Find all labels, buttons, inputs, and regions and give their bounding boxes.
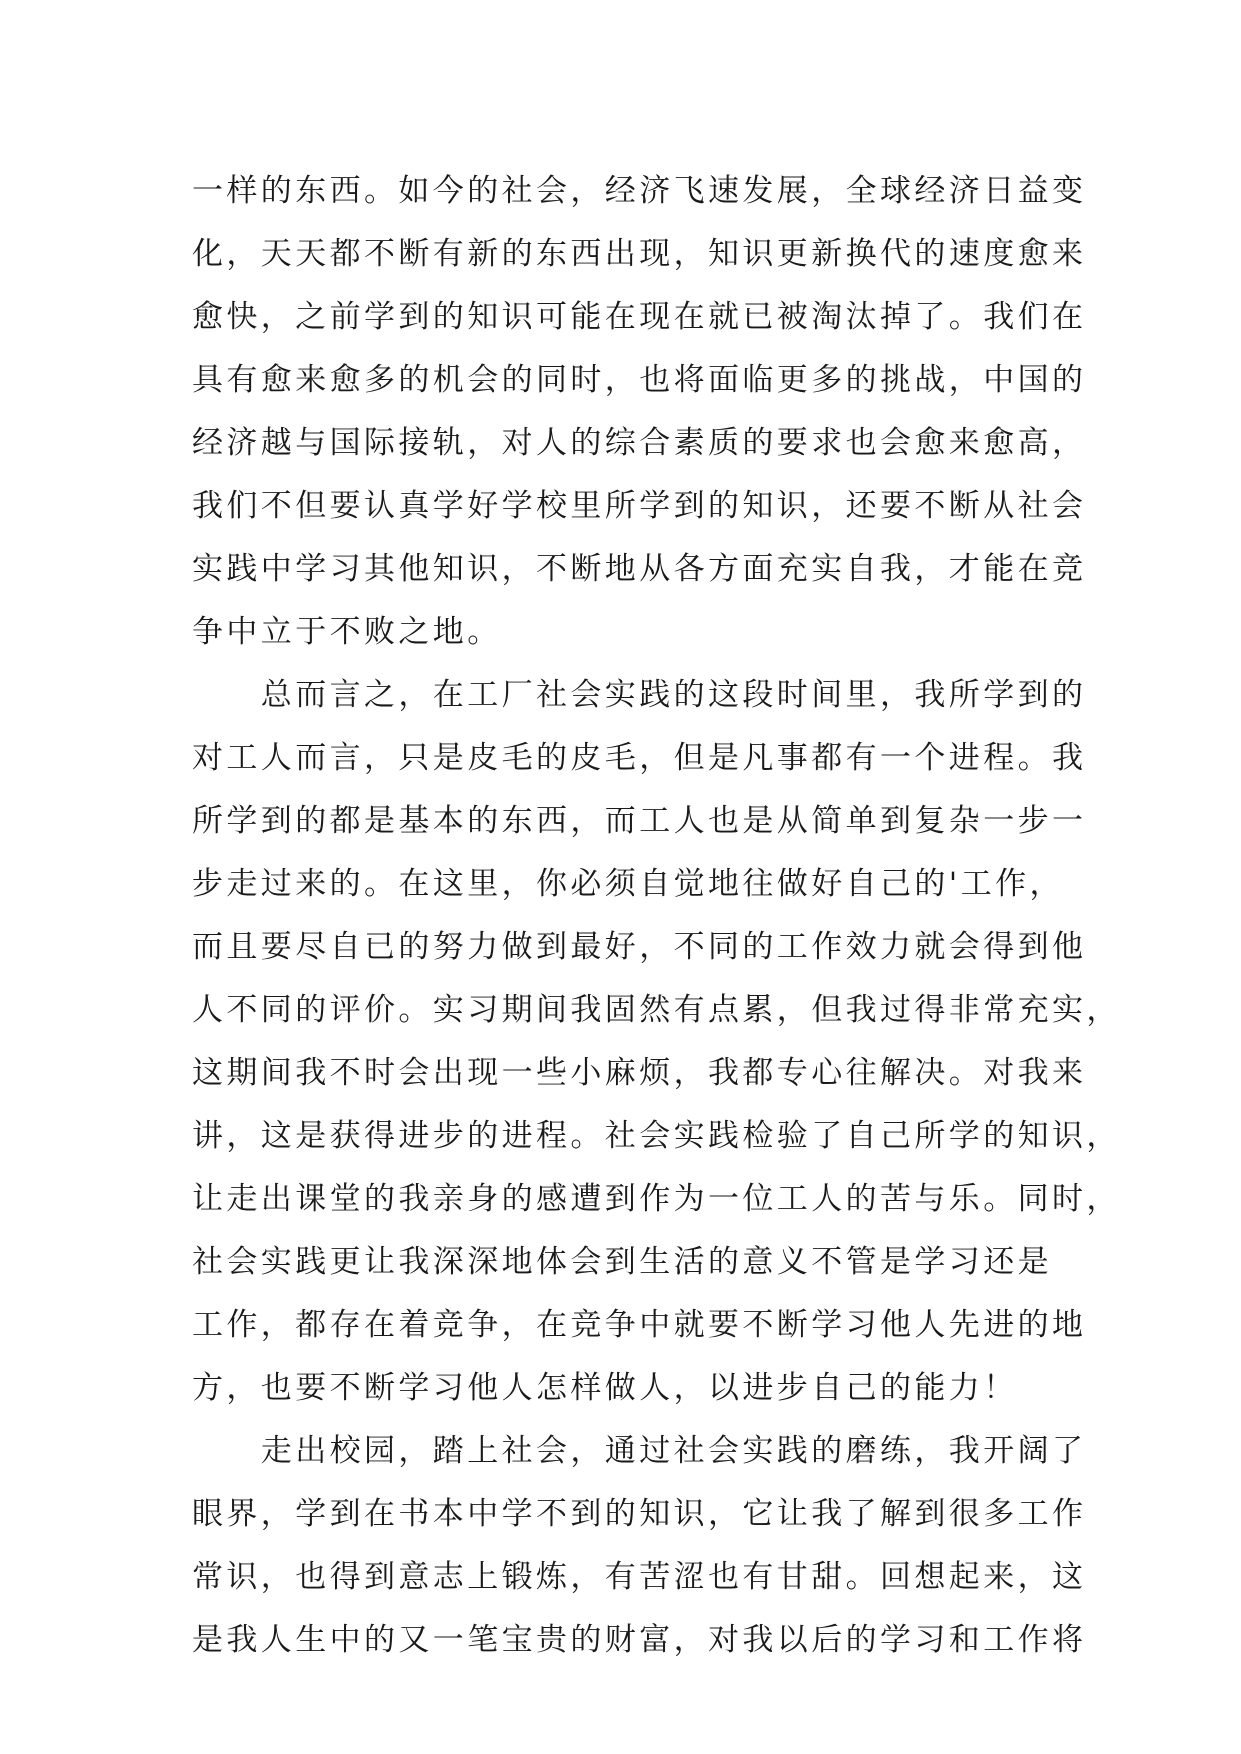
text-line: 实践中学习其他知识，不断地从各方面充实自我，才能在竞	[192, 551, 1087, 587]
text-line: 愈快，之前学到的知识可能在现在就已被淘汰掉了。我们在	[192, 299, 1087, 335]
text-line: 具有愈来愈多的机会的同时，也将面临更多的挑战，中国的	[192, 362, 1087, 398]
text-line: 步走过来的。在这里，你必须自觉地往做好自己的'工作，	[192, 866, 1064, 902]
body-text	[192, 160, 1121, 1672]
text-line: 讲，这是获得进步的进程。社会实践检验了自己所学的知识，	[192, 1118, 1121, 1154]
text-line: 眼界，学到在书本中学不到的知识，它让我了解到很多工作	[192, 1496, 1087, 1532]
text-line: 我们不但要认真学好学校里所学到的知识，还要不断从社会	[192, 488, 1087, 524]
text-line: 而且要尽自已的努力做到最好，不同的工作效力就会得到他	[192, 929, 1087, 965]
text-line: 对工人而言，只是皮毛的皮毛，但是凡事都有一个进程。我	[192, 740, 1087, 776]
text-line: 是我人生中的又一笔宝贵的财富，对我以后的学习和工作将	[192, 1622, 1087, 1658]
text-line: 常识，也得到意志上锻炼，有苦涩也有甘甜。回想起来，这	[192, 1559, 1087, 1595]
text-line: 这期间我不时会出现一些小麻烦，我都专心往解决。对我来	[192, 1055, 1087, 1091]
text-line: 争中立于不败之地。	[192, 614, 502, 650]
text-line: 总而言之，在工厂社会实践的这段时间里，我所学到的	[192, 677, 1087, 713]
text-line: 一样的东西。如今的社会，经济飞速发展，全球经济日益变	[192, 173, 1087, 209]
text-line: 社会实践更让我深深地体会到生活的意义不管是学习还是	[192, 1244, 1052, 1280]
text-line: 经济越与国际接轨，对人的综合素质的要求也会愈来愈高，	[192, 425, 1087, 461]
text-line: 所学到的都是基本的东西，而工人也是从简单到复杂一步一	[192, 803, 1087, 839]
text-line: 走出校园，踏上社会，通过社会实践的磨练，我开阔了	[192, 1433, 1087, 1469]
text-line: 化，天天都不断有新的东西出现，知识更新换代的速度愈来	[192, 236, 1087, 272]
text-line: 工作，都存在着竞争，在竞争中就要不断学习他人先进的地	[192, 1307, 1087, 1343]
text-line: 方，也要不断学习他人怎样做人，以进步自己的能力！	[192, 1370, 1018, 1406]
text-line: 让走出课堂的我亲身的感遭到作为一位工人的苦与乐。同时，	[192, 1181, 1121, 1217]
text-line: 人不同的评价。实习期间我固然有点累，但我过得非常充实，	[192, 992, 1121, 1028]
